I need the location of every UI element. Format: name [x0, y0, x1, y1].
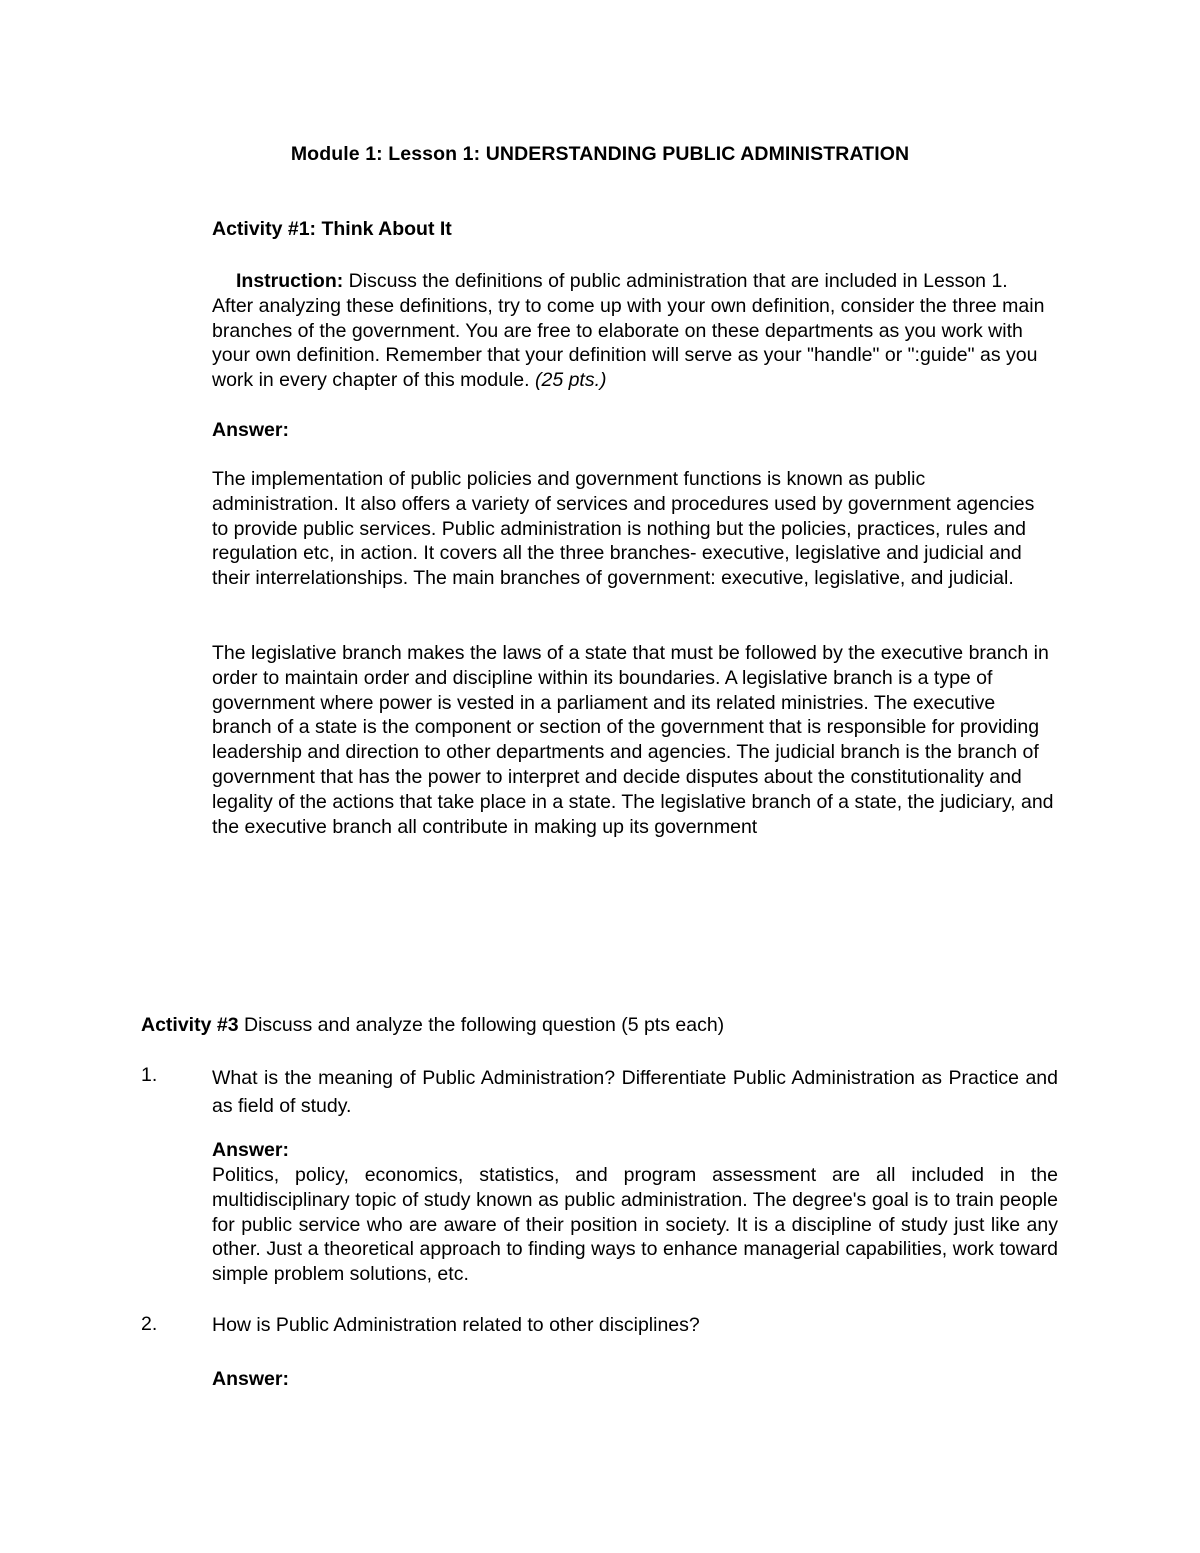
- activity1-answer-paragraph-2: [212, 641, 1057, 839]
- question-1-text: What is the meaning of Public Administration? Differentiate Public Administration as Practice and as field of study.: [212, 1067, 1058, 1117]
- question-number: 1.: [141, 1064, 158, 1086]
- activity3-heading-label: Activity #3: [141, 1014, 239, 1036]
- question-2-answer-label: Answer:: [212, 1368, 289, 1390]
- instruction-text: Discuss the definitions of public administration that are included in Lesson 1. After analyzing these definitions, try to come up with your own definition, consider the three main branches of the government. You are free to elaborate on these departments as you work with your own definition. Remember that your definition will serve as your "handle" or ":guide" as you work in every chapter of this module.: [212, 270, 1045, 392]
- activity3-heading-text: Discuss and analyze the following question (5 pts each): [238, 1014, 725, 1036]
- question-2-text: How is Public Administration related to other disciplines?: [212, 1314, 700, 1336]
- activity1-answer-paragraph-1: [212, 467, 1052, 591]
- activity1-answer-label: Answer:: [212, 419, 289, 441]
- activity1-heading: Activity #1: Think About It: [212, 218, 452, 240]
- instruction-points: (25 pts.): [534, 369, 607, 392]
- question-1-answer-label: Answer:: [212, 1139, 289, 1161]
- question-1-answer: Politics, policy, economics, statistics, and program assessment are all included in the multidisciplinary topic of study known as public administration. The degree's goal is to train people for public service who are aware of their position in society. It is a discipline of study just like any other. Just a theoretical approach to finding ways to enhance managerial capabilities, work toward simple problem solutions, etc.: [212, 1164, 1058, 1286]
- instruction-label: Instruction:: [236, 270, 344, 292]
- answer-paragraph: The legislative branch makes the laws of a state that must be followed by the executive branch in order to maintain order and discipline within its boundaries. A legislative branch is a type of government where power is vested in a parliament and its related ministries. The executive branch of a state is the component or section of the government that is responsible for providing leadership and direction to other departments and agencies. The judicial branch is the branch of government that has the power to interpret and decide disputes about the constitutionality and legality of the actions that take place in a state. The legislative branch of a state, the judiciary, and the executive branch all contribute in making up its government: [212, 642, 1054, 838]
- activity3-heading: [141, 1014, 724, 1037]
- page-title: Module 1: Lesson 1: UNDERSTANDING PUBLIC ADMINISTRATION: [290, 143, 910, 165]
- question-number: 2.: [141, 1313, 158, 1335]
- answer-paragraph: The implementation of public policies and government functions is known as public administration. It also offers a variety of services and procedures used by government agencies to provide public services. Public administration is nothing but the policies, practices, rules and regulation etc, in action. It covers all the three branches- executive, legislative and judicial and their interrelationships. The main branches of government: executive, legislative, and judicial.: [212, 468, 1035, 590]
- activity1-instruction: [212, 269, 1052, 393]
